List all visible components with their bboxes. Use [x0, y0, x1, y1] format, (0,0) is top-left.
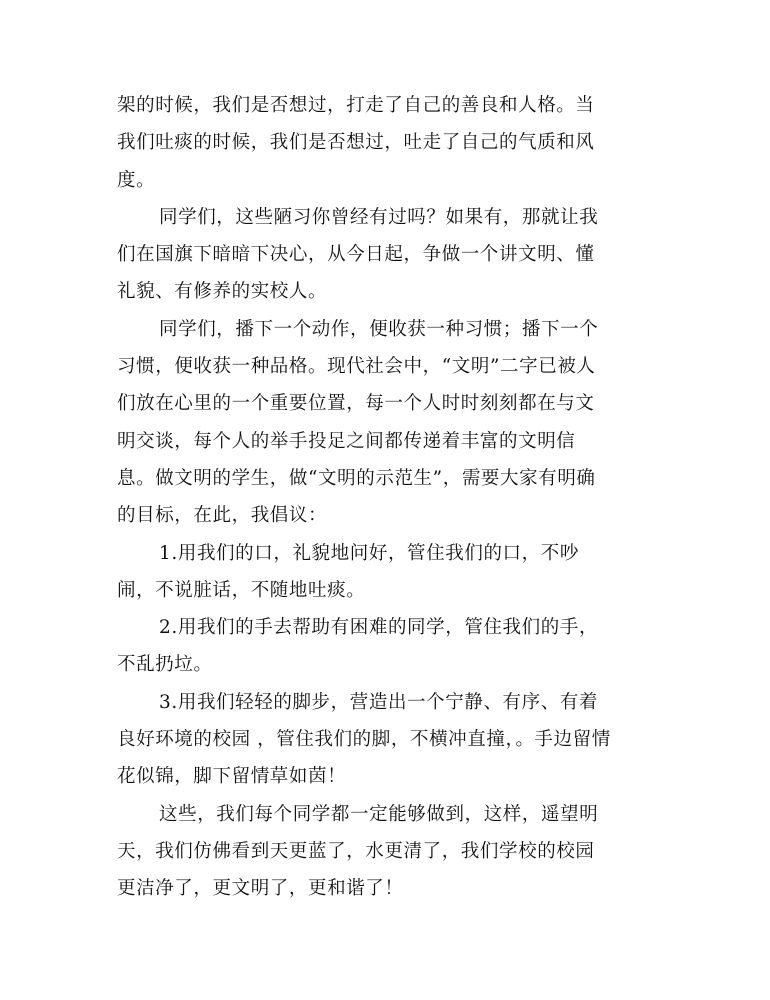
list-item-1-start: 1.用我们的口，礼貌地问好，管住我们的口，不吵 [159, 542, 579, 564]
list-item-2-start: 2.用我们的手去帮助有困难的同学，管住我们的手， [159, 617, 599, 639]
paragraph-start-line: 同学们，这些陋习你曾经有过吗？如果有，那就让我 [159, 206, 599, 228]
text-line: 的目标，在此，我倡议： [117, 505, 328, 527]
text-line: 天，我们仿佛看到天更蓝了，水更清了，我们学校的校园 [117, 840, 595, 862]
text-line: 架的时候，我们是否想过，打走了自己的善良和人格。当 [117, 95, 595, 116]
list-item-3-start: 3.用我们轻轻的脚步，营造出一个宁静、有序、有着 [159, 691, 599, 713]
text-line: 明交谈，每个人的举手投足之间都传递着丰富的文明信 [117, 430, 576, 452]
text-line: 不乱扔垃。 [117, 654, 213, 676]
text-line: 礼貌、有修养的实校人。 [117, 281, 328, 303]
text-line: 我们吐痰的时候，我们是否想过，吐走了自己的气质和风 [117, 132, 595, 154]
text-line: 们在国旗下暗暗下决心，从今日起，争做一个讲文明、懂 [117, 244, 595, 266]
document-body [117, 87, 662, 908]
text-line: 闹，不说脏话，不随地吐痰。 [117, 579, 366, 601]
paragraph-start-line: 这些，我们每个同学都一定能够做到，这样，遥望明 [159, 803, 599, 825]
text-line: 良好环境的校园 ，管住我们的脚，不横冲直撞，。手边留情 [117, 729, 611, 751]
text-line: 度。 [117, 169, 156, 191]
text-line: 花似锦，脚下留情草如茵！ [117, 766, 347, 788]
text-line: 习惯，便收获一种品格。现代社会中，“文明”二字已被人 [117, 356, 596, 378]
text-line: 息。做文明的学生，做“文明的示范生”，需要大家有明确 [117, 467, 596, 489]
text-line: 们放在心里的一个重要位置，每一个人时时刻刻都在与文 [117, 393, 595, 415]
paragraph-start-line: 同学们，播下一个动作，便收获一种习惯；播下一个 [159, 318, 599, 340]
text-line: 更洁净了，更文明了，更和谐了！ [117, 878, 404, 900]
